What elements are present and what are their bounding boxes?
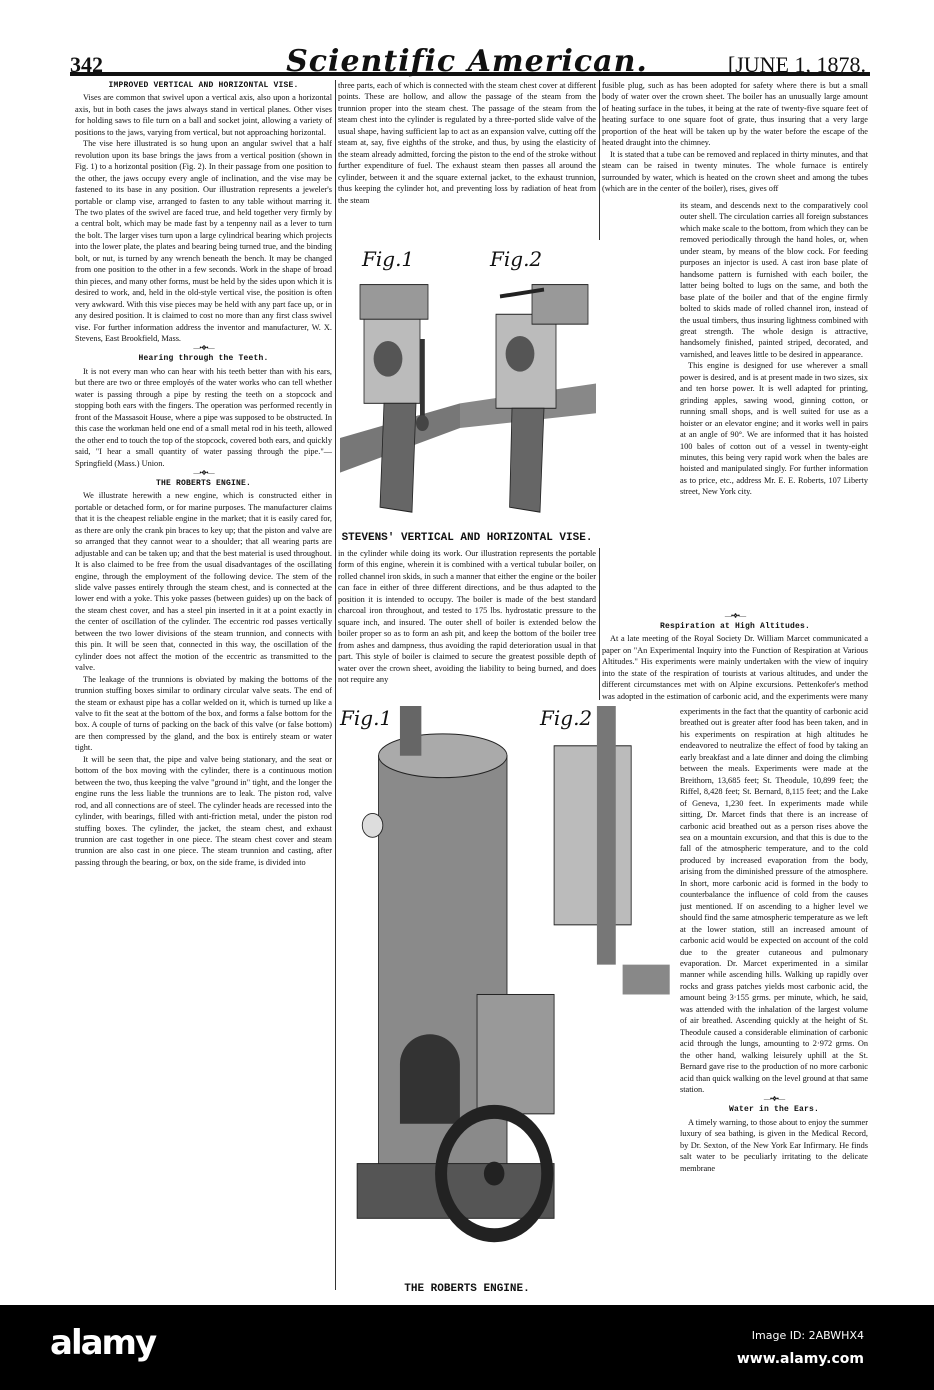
article-title-vise: IMPROVED VERTICAL AND HORIZONTAL VISE. bbox=[108, 81, 299, 90]
vise-caption: STEVENS' VERTICAL AND HORIZONTAL VISE. bbox=[341, 532, 593, 544]
article-title-roberts: THE ROBERTS ENGINE. bbox=[155, 478, 251, 488]
column-right-narrow bbox=[680, 200, 868, 610]
paragraph: It will be seen that, the pipe and valve being stationary, and the seat or bottom of the box moving with the cylinder, there is a continuous motion between the two, thus keeping the valve "ground in" tight, and the longer the engine runs the less liable the trunnions are to leak. The piston rod, valve rod, and all connections are of steel. The cylinder heads are recessed into the cylinder, with bearings, filled with anti-friction metal, under the piston rod stuffing boxes. The cylinder, the jacket, the steam chest, and exhaust trunnion are cast together in one piece. The steam chest cover and steam trunnion are also cast in one piece. The steam trunnion and casting, after passing through the bearing, or box, on the side frame, is divided into bbox=[75, 754, 332, 867]
paragraph: This engine is designed for use wherever a small power is desired, and is at present made in two sizes, six and ten horse power. It is well adapted for printing, grinding apples, sawing wood, ginning cotton, or running small shops, and is well suited for use as a hoister or an elevator engine; and it works well in pairs at an angle of 90°. We are informed that it has hoisted 100 bales of cotton out of a vessel in twenty-eight minutes, this being very rapid work when the bales are hoisted and manipulated singly. For further information as to price, etc., address Mr. E. E. Roberts, 107 Liberty street, New York city. bbox=[680, 361, 868, 497]
watermark-bar bbox=[0, 1305, 934, 1390]
figure-label: Fig.2 bbox=[540, 706, 593, 730]
paragraph: three parts, each of which is connected with the steam chest cover at different points. These are hollow, and allow the passage of the steam from the trunnion proper into the steam chest. The passage of the steam from the steam chest into the cylinder is regulated by a three-ported slide valve of the usual shape, having sufficient lap to act as an expansion valve, cutting off the steam at, say, five eighths of the stroke, and thus, by using the elasticity of the steam already admitted, forcing the piston to the end of the stroke without further expenditure of fuel. The exhaust steam then passes all around the cylinder, between it and the square external jacket, to the exhaust trunnion, thus keeping the cylinder hot, and preventing loss by radiation of heat from the steam bbox=[338, 81, 596, 205]
paragraph: Vises are common that swivel upon a vertical axis, also upon a horizontal axis, but in both cases the jaws always stand in vertical planes. Other vises for holding saws to file turn on a ball and socket joint, allowing a variety of positions to the jaws, varying from vertical, but not approaching horizontal. bbox=[75, 93, 332, 137]
alamy-logo: alamy bbox=[50, 1323, 156, 1363]
engine-drawing bbox=[340, 706, 674, 1278]
paragraph: The vise here illustrated is so hung upon an angular swivel that a half revolution upon its base brings the jaws from a vertical position (shown in Fig. 1) to a horizontal position (Fig. 2). In their passage from one position to the other, the jaws occupy every angle of inclination, and the vise may be fastened to its base in any position. Our illustration represents a jeweler's portable or clamp vise, arranged to fasten to any table without marring it. The two plates of the swivel are faced true, and held together very firmly by a central bolt, which may be made fast by a tenpenny nail as a lever to turn the bolt. The larger vises turn upon a large cylindrical bearing which projects into the lower plate, the plates and bearing being turned true, and the binding bolt, or nut, is turned by any wrench beneath the bench. It may be changed from one position to the other in a few seconds. Work in the shape of broad thin pieces, and many other forms, must be held by the sides upon which it is desired to work, and, held in the old-style vertical vise, the position is often very awkward. With this vise pieces may be held with any part face up, or in any desired position. It is claimed to cost no more than any first class swivel vise. For further information address the inventor and manufacturer, W. X. Stevens, East Brookfield, Mass. bbox=[75, 139, 332, 343]
paragraph: We illustrate herewith a new engine, which is constructed either in portable or detached form, or for marine purposes. The manufacturer claims that it is the cheapest reliable engine in the market; that it is easily cared for, as there are only the crank pin braces to key up; that the piston and valve are so arranged that they cannot wear to a shoulder; that all wearing parts are adjustable and can be taken up; and that the best material is used throughout. It is also claimed to be free from the usual disadvantages of the oscillating engine, through the employment of the following device. The stem of the slide valve passes entirely through the steam chest, and is connected at the lower end with a yoke. This yoke passes (between guides) up on the back of the steam chest cover, and has a steel pin inserted in it at a point exactly in the center of oscillation of the cylinder. The eccentric rod passes vertically between the two lower divisions of the steam trunnion, and connects with this pin. It will be seen that, connected in this way, the oscillation of the cylinder does not affect the motion of the eccentric as transmitted to the valve. bbox=[75, 491, 332, 673]
figure-label: Fig.2 bbox=[490, 247, 543, 271]
figure-label: Fig.1 bbox=[340, 706, 393, 730]
watermark-url: www.alamy.com bbox=[736, 1351, 864, 1367]
header-rule bbox=[70, 72, 870, 76]
column-right-top bbox=[602, 80, 868, 198]
page-number: 342 bbox=[70, 52, 103, 77]
issue-date: [JUNE 1, 1878. bbox=[727, 52, 866, 77]
image-id: Image ID: 2ABWHX4 bbox=[751, 1329, 864, 1342]
separator-ornament: —•❖•— bbox=[763, 1095, 785, 1104]
separator-ornament: —•❖•— bbox=[724, 612, 746, 620]
column-right-respiration bbox=[602, 612, 868, 702]
masthead: Scientific American. bbox=[286, 44, 648, 79]
article-title-water: Water in the Ears. bbox=[728, 1105, 819, 1115]
vise-drawing bbox=[340, 245, 596, 527]
paragraph: experiments in the fact that the quantity of carbonic acid breathed out is greater after food has been taken, and in his experiments on respiration at high altitudes he endeavored to neutralize the effect of food by taking an early breakfast and a late dinner and doing the climbing between the meals. Experiments were made at the Breithorn, 13,685 feet; St. Theodule, 10,899 feet; the Riffel, 8,428 feet; St. Bernard, 8,115 feet; and the Lake of Geneva, 1,230 feet. In experiments made while sitting, Dr. Marcet finds that there is an increase of carbonic acid breathed out as a person rises above the sea on a mountain excursion, and that this is due to the fall of the atmospheric temperature, and to the cold produced by increased evaporation from the body, arising from the diminished pressure of the atmosphere. In short, more carbonic acid is formed in the body to counterbalance the influence of cold from the causes just mentioned. If on ascending to a higher level we should find the same atmospheric temperature as we left at the lower station, still an increased amount of carbonic acid would be expected on account of the cold due to the greater cutaneous and pulmonary evaporation. Dr. Marcet experimented in a similar manner while ascending hills. Walking up rapidly over rocks and grass patches yields most carbonic acid, the amount being 3·155 grms. per minute, which, he said, was attended with the inhalation of the largest volume of air breathed. Ascending quickly at the height of St. Theodule caused a considerable elimination of carbonic acid through the lungs, amounting to 2·972 grms. On the other hand, walking leisurely uphill at the St. Bernard gave rise to the production of no more carbonic acid than quick walking on the level ground at that same station. bbox=[680, 707, 868, 1094]
engine-caption: THE ROBERTS ENGINE. bbox=[404, 1283, 530, 1295]
paragraph: in the cylinder while doing its work. Our illustration represents the portable form of this engine, wherein it is combined with a vertical tubular boiler, on rolled channel iron skids, in such a manner that either the engine or the boiler can face in either of three different directions, and be thus adapted to the position it is intended to occupy. The boiler is made of the best standard charcoal iron throughout, and tested to 175 lbs. hydrostatic pressure to the square inch, and insured. The outer shell of boiler is extended below the boiler proper so as to form an ash pit, and keep the bottom of the boiler tree from ashes and dampness, thus avoiding the rapid deterioration usual in that part. This style of boiler is claimed to secure the greatest possible depth of water over the crown sheet, avoiding the liability to being burned, and does not require any bbox=[338, 549, 596, 684]
article-title-respiration: Respiration at High Altitudes. bbox=[659, 622, 811, 631]
separator-ornament: —•❖•— bbox=[193, 468, 214, 477]
paragraph: The leakage of the trunnions is obviated by making the bottoms of the trunnion stuffing boxes similar to ordinary circular valve seats. The end of the steam or exhaust pipe has a collar welded on it, which is turned up like a valve to fit the seat at the bottom of the box, and forms a false bottom for the box. A couple of turns of packing on the back of this valve (or false bottom) are then compressed by the gland, and the box is entirely steam or water tight. bbox=[75, 674, 332, 753]
roberts-engine-illustration bbox=[340, 706, 674, 1278]
paragraph: fusible plug, such as has been adopted for safety where there is but a small body of water over the crown sheet. The boiler has an unusually large amount of heating surface in the tubes, it being at the rate of twenty-five square feet of heating surface to one square foot of grate, thus insuring that a very large proportion of the heat will be taken up by the water before the escape of the heated draught into the chimney. bbox=[602, 81, 868, 148]
separator-ornament: —•❖•— bbox=[193, 344, 214, 353]
column-divider bbox=[599, 548, 600, 700]
column-divider bbox=[335, 80, 336, 1290]
vise-illustration bbox=[340, 245, 596, 527]
paragraph: It is stated that a tube can be removed and replaced in thirty minutes, and that steam can be raised in twenty minutes. The whole furnace is entirely surrounded by water, which is heated on the crown sheet and among the tubes (which are in the center of the boiler), rises, gives off bbox=[602, 149, 868, 194]
column-left bbox=[75, 80, 332, 1295]
article-title-hearing: Hearing through the Teeth. bbox=[138, 354, 269, 364]
paragraph: It is not every man who can hear with his teeth better than with his ears, but there are two or three employés of the water works who can tell whether water is passing through a pipe by resting the teeth on a stopcock and stopping both ears with the fingers. The operation was performed recently in front of the Massasoit House, where a pipe was supposed to be obstructed. In this case the workman held one end of a small metal rod in his teeth, allowed the other end to touch the top of the stopcock, covered both ears, and quickly said, "I hear a small quantity of water passing through the pipe."—Springfield (Mass.) Union. bbox=[75, 366, 332, 468]
column-right-lower bbox=[680, 706, 868, 1296]
column-middle-top bbox=[338, 80, 596, 240]
paragraph: A timely warning, to those about to enjoy the summer luxury of sea bathing, is given in the Medical Record, by Dr. Sexton, of the New York Ear Infirmary. He finds salt water to be peculiarly irritating to the delicate membrane bbox=[680, 1117, 868, 1173]
column-middle-mid bbox=[338, 548, 596, 700]
paragraph: its steam, and descends next to the comparatively cool outer shell. The circulation carries all foreign substances which make scale to the bottom, from which they can be removed periodically through the hand holes, or, when under steam, by means of the blow cock. For feeding purposes an injector is used. A cast iron base plate of handsome pattern is furnished with each boiler, the latter being bolted to lugs on the same, and both the base plate of the boiler and that of the engine firmly bolted to skids made of rolled channel iron, instead of the usual timbers, thus insuring lightness combined with great strength. The whole design is attractive, handsomely finished, painted striped, decorated, and varnished, and leaves little to be desired in appearance. bbox=[680, 201, 868, 359]
figure-label: Fig.1 bbox=[362, 247, 415, 271]
column-divider bbox=[599, 80, 600, 240]
paragraph: At a late meeting of the Royal Society Dr. William Marcet communicated a paper on "An Experimental Inquiry into the Function of Respiration at Various Altitudes." His experiments were mainly undertaken with the view of inquiry into the state of the respiration of tourists at various altitudes, and under the different circumstances met with on Alpine excursions. Pettenkofer's method was adopted in the estimation of carbonic acid, and the experiments were many bbox=[602, 634, 868, 701]
